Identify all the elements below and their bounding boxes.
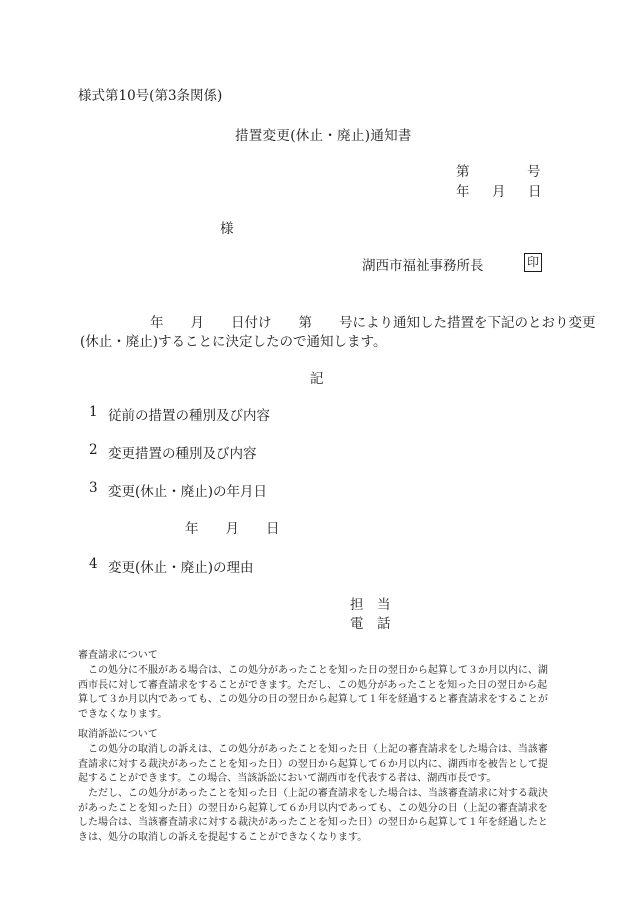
contact-denwa: 電 話 — [350, 616, 391, 632]
date-month: 月 — [492, 184, 506, 200]
lawsuit-heading: 取消訴訟について — [78, 729, 158, 740]
date-day: 日 — [528, 184, 542, 200]
review-paragraph: この処分に不服がある場合は、この処分があったことを知った日の翌日から起算して３か月以内に、湖西市長に対して審査請求をすることができます。ただし、この処分があったことを知った日の翌日から起算して３か月以内であっても、この処分の日の翌日から起算して１年を経過すると審査請求をすることができなくなります。 — [78, 665, 548, 720]
change-date: 年 月 日 — [185, 521, 280, 537]
seal-mark: 印 — [524, 253, 542, 272]
item-4-number: 4 — [89, 556, 98, 572]
lawsuit-paragraph-1: この処分の取消しの訴えは、この処分があったことを知った日（上記の審査請求をした場合は、当該審査請求に対する裁決があったことを知った日）の翌日から起算して６か月以内に、湖西市を被告として提起することができます。この場合、当該訴訟において湖西市を代表する者は、湖西市長です。 — [78, 744, 548, 785]
doc-number-dai: 第 — [456, 164, 470, 180]
contact-tanto: 担 当 — [350, 597, 391, 613]
document-title: 措置変更(休止・廃止)通知書 — [235, 128, 412, 144]
review-heading: 審査請求について — [78, 650, 158, 661]
body-line-2: (休止・廃止)することに決定したので通知します。 — [80, 334, 387, 350]
doc-number-go: 号 — [527, 164, 541, 180]
date-year: 年 — [456, 184, 470, 200]
item-2-text: 変更措置の種別及び内容 — [108, 446, 257, 462]
item-3-number: 3 — [89, 480, 98, 496]
item-3-text: 変更(休止・廃止)の年月日 — [108, 484, 268, 500]
addressee-suffix: 様 — [220, 221, 234, 237]
item-2-number: 2 — [89, 442, 98, 458]
item-4-text: 変更(休止・廃止)の理由 — [108, 560, 254, 576]
issuer-name: 湖西市福祉事務所長 — [362, 258, 484, 274]
lawsuit-paragraph-2: ただし、この処分があったことを知った日（上記の審査請求をした場合は、当該審査請求に対する裁決があったことを知った日）の翌日から起算して６か月以内であっても、この処分の日（上記の審査請求をした場合は、当該審査請求に対する裁決があったことを知った日）の翌日から起算して１年を経過したときは、処分の取消しの訴えを提起することができなくなります。 — [78, 788, 548, 843]
body-line-1: 年 月 日付け 第 号により通知した措置を下記のとおり変更 — [150, 315, 596, 331]
item-1-text: 従前の措置の種別及び内容 — [108, 408, 270, 424]
form-label: 様式第10号(第3条関係) — [78, 88, 223, 104]
ki-heading: 記 — [310, 371, 324, 387]
item-1-number: 1 — [89, 404, 98, 420]
